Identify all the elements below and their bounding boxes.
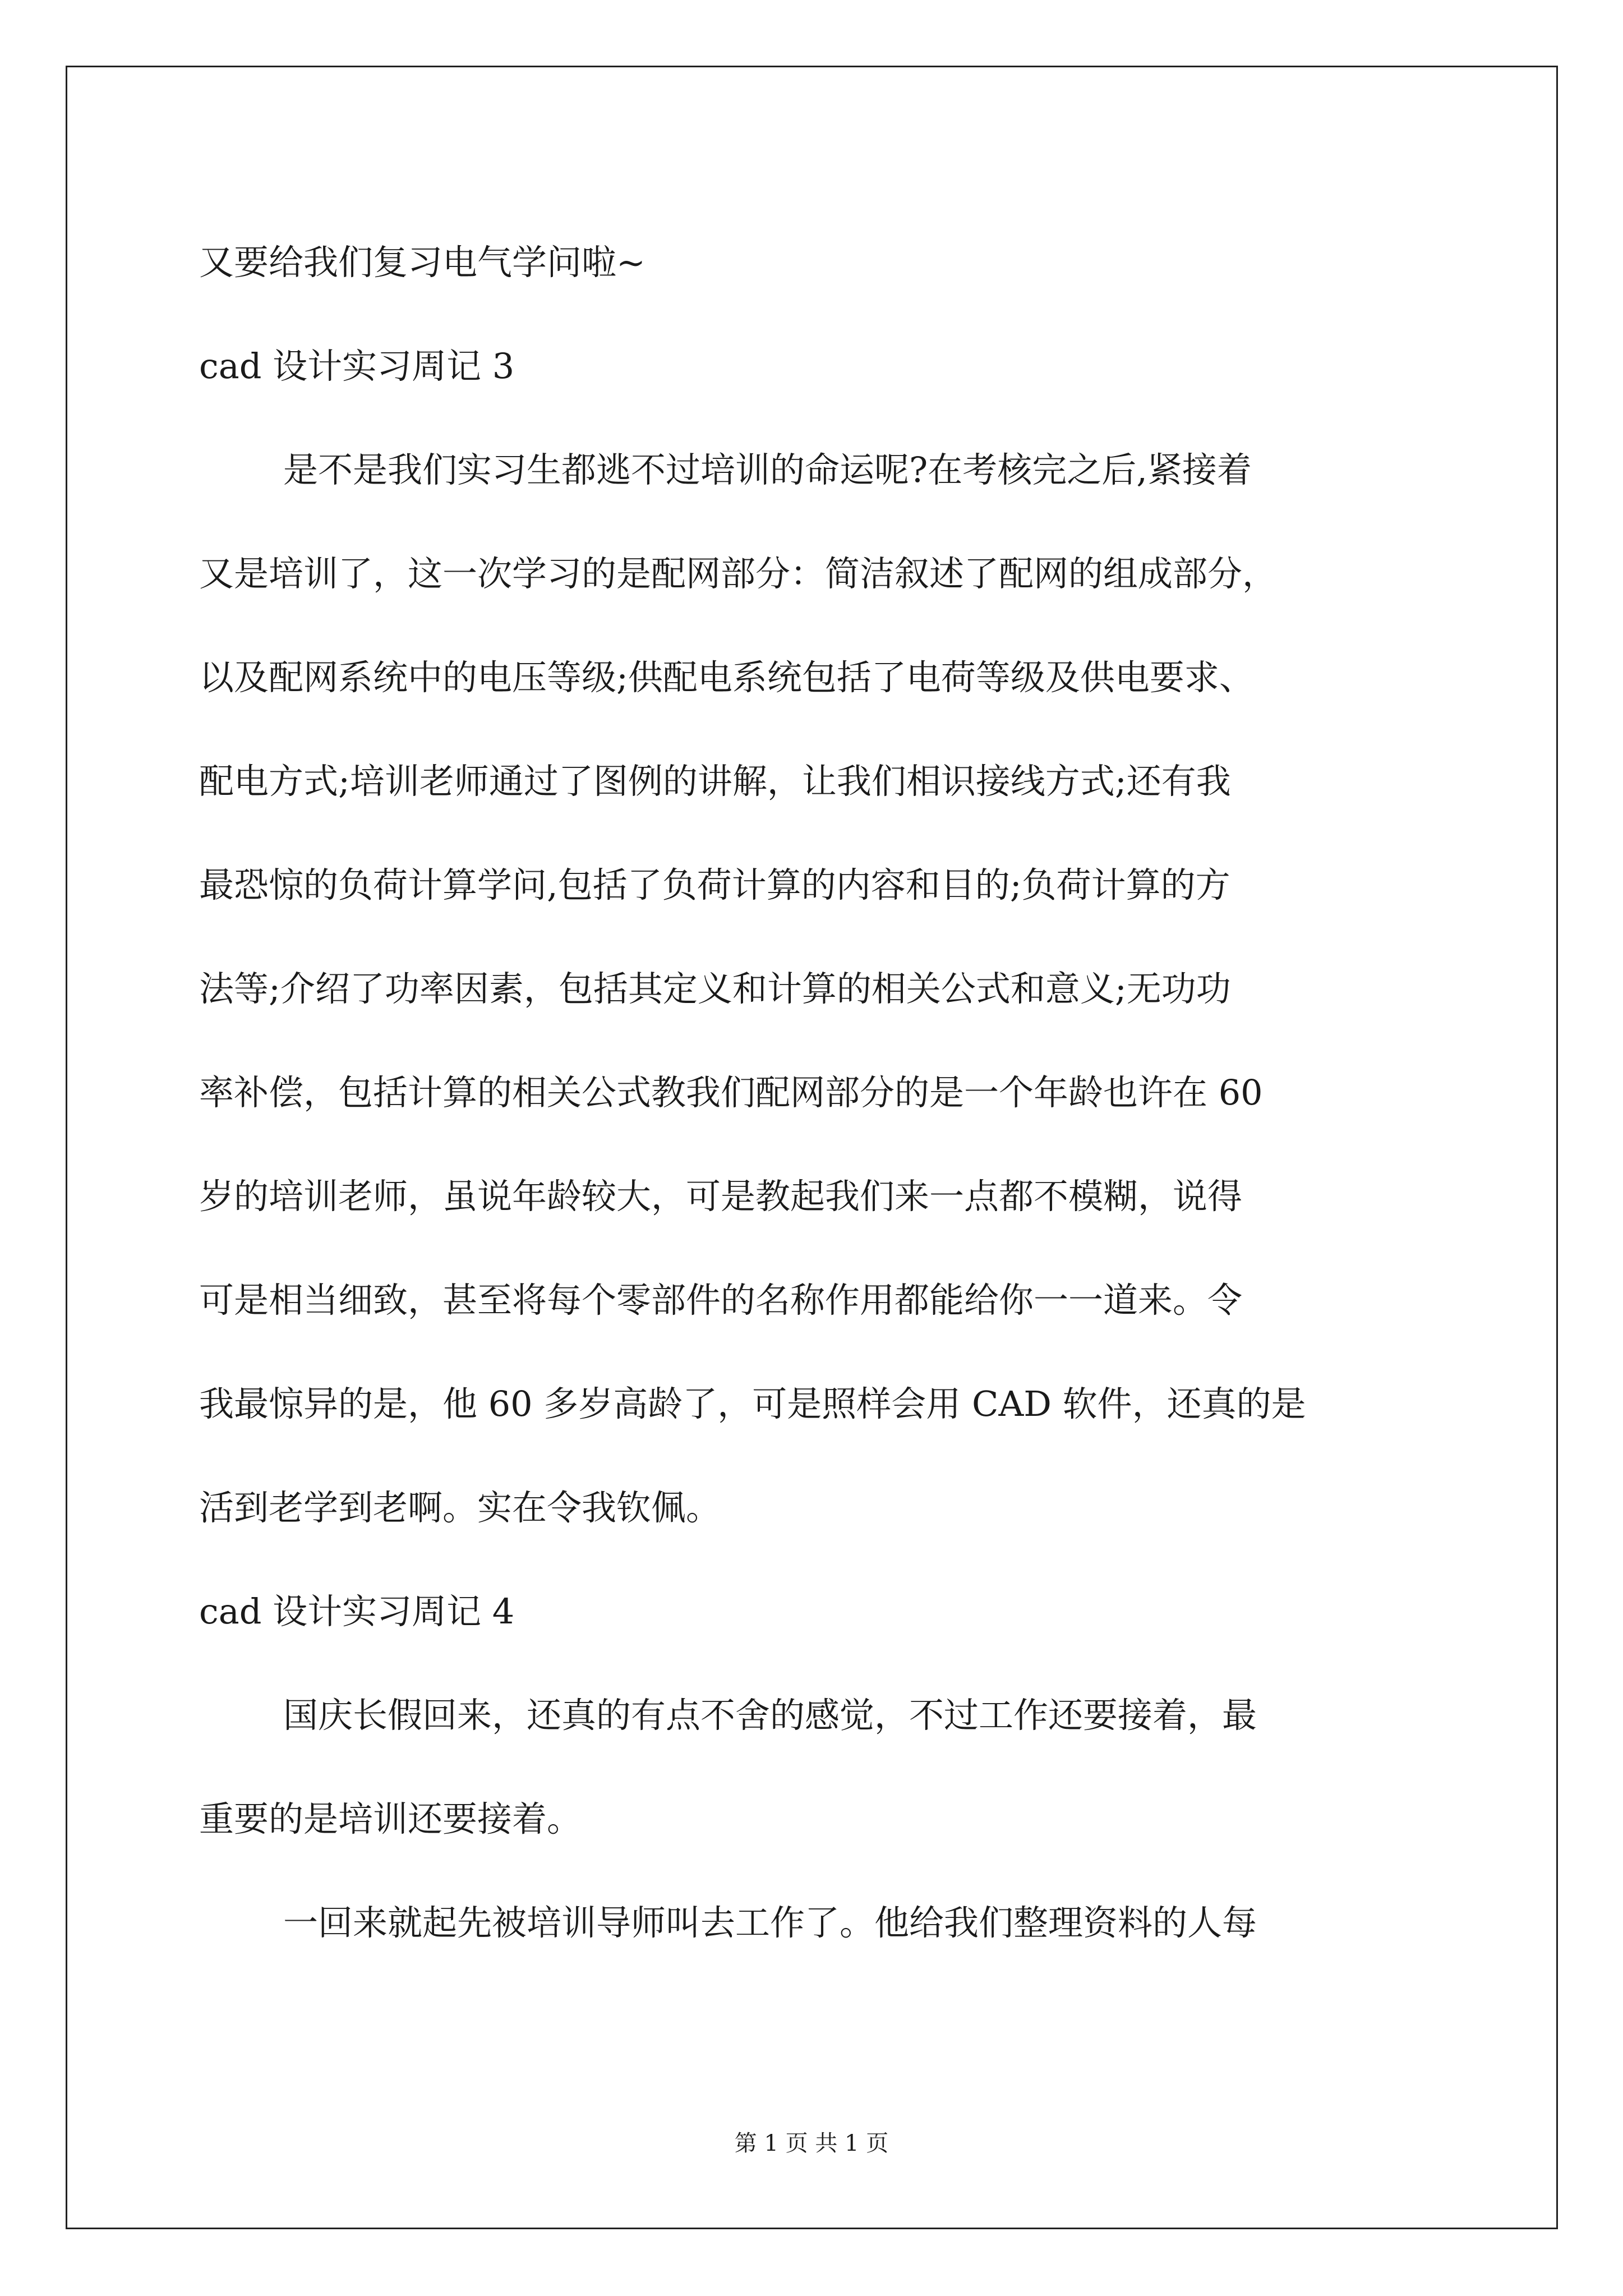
text-line: 活到老学到老啊。实在令我钦佩。: [199, 1487, 721, 1528]
text-line: 是不是我们实习生都逃不过培训的命运呢?在考核完之后,紧接着: [283, 449, 1252, 490]
text-line: 最恐惊的负荷计算学问,包括了负荷计算的内容和目的;负荷计算的方: [199, 864, 1230, 905]
section-heading: cad 设计实习周记 3: [199, 346, 515, 386]
text-line: 配电方式;培训老师通过了图例的讲解，让我们相识接线方式;还有我: [199, 761, 1231, 802]
section-heading: cad 设计实习周记 4: [199, 1591, 515, 1632]
text-line: 岁的培训老师，虽说年龄较大，可是教起我们来一点都不模糊，说得: [199, 1176, 1243, 1217]
page-footer: 第 1 页 共 1 页: [734, 2131, 889, 2156]
text-line: 我最惊异的是，他 60 多岁高龄了，可是照样会用 CAD 软件，还真的是: [199, 1383, 1306, 1424]
text-line: 一回来就起先被培训导师叫去工作了。他给我们整理资料的人每: [283, 1902, 1257, 1943]
document-body: [199, 210, 1438, 1975]
text-line: 以及配网系统中的电压等级;供配电系统包括了电荷等级及供电要求、: [199, 657, 1254, 698]
text-line: 法等;介绍了功率因素，包括其定义和计算的相关公式和意义;无功功: [199, 968, 1231, 1009]
text-line: 国庆长假回来，还真的有点不舍的感觉，不过工作还要接着，最: [283, 1695, 1257, 1736]
text-line: 可是相当细致，甚至将每个零部件的名称作用都能给你一一道来。令: [199, 1280, 1243, 1320]
text-line: 重要的是培训还要接着。: [199, 1798, 582, 1839]
text-line: 又是培训了，这一次学习的是配网部分：简洁叙述了配网的组成部分，: [199, 553, 1278, 594]
text-line: 又要给我们复习电气学问啦~: [199, 242, 645, 283]
text-line: 率补偿，包括计算的相关公式教我们配网部分的是一个年龄也许在 60: [199, 1072, 1263, 1113]
